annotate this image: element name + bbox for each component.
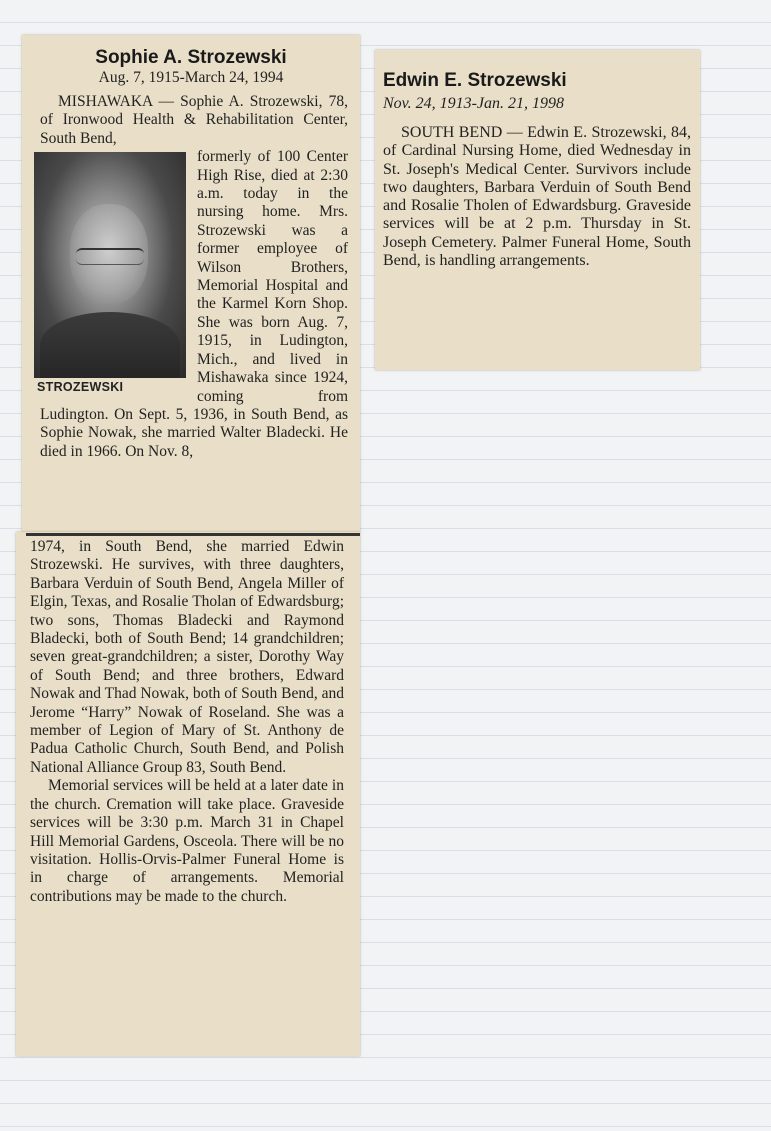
sophie-obituary-continued	[30, 538, 344, 906]
edwin-obituary-name: Edwin E. Strozewski	[383, 70, 567, 91]
sophie-obituary-body	[37, 93, 349, 461]
sophie-portrait-photo	[34, 152, 186, 378]
sophie-obituary-intro: MISHAWAKA — Sophie A. Strozewski, 78, of Ironwood Health & Rehabilitation Center, South Bend,	[40, 93, 348, 147]
edwin-obituary-clipping	[375, 50, 700, 370]
portrait-glasses	[76, 248, 144, 265]
photo-caption: STROZEWSKI	[37, 380, 124, 395]
portrait-shoulders	[40, 312, 180, 378]
edwin-obituary-body	[383, 124, 691, 270]
sophie-obituary-name: Sophie A. Strozewski	[95, 47, 287, 68]
sophie-obituary-clipping-top	[22, 35, 360, 532]
sophie-obituary-services: Memorial services will be held at a later date in the church. Cremation will take place. Graveside services will be 3:30 p.m. March 31 in Chapel Hill Memorial Gardens, Osceola. There will be no visitation. Hollis-Orvis-Palmer Funeral Home is in charge of arrangements. Memorial contributions may be made to the church.	[30, 777, 344, 905]
sophie-obituary-dates: Aug. 7, 1915-March 24, 1994	[98, 69, 284, 86]
column-divider-rule	[26, 533, 360, 536]
sophie-obituary-text-part1: formerly of 100 Center High Rise, died at 2:30 a.m. today in the nursing home. Mrs. Strozewski was a former employee of Wilson Brothers, Memorial Hospital and the Karmel Korn Shop. She was born Aug. 7, 1915,	[197, 148, 348, 350]
edwin-obituary-text: SOUTH BEND — Edwin E. Strozewski, 84, of Cardinal Nursing Home, died Wednesday in St. Joseph's Medical Center. Survivors include two daughters, Barbara Verduin of South Bend and Rosalie Tholen of Edwardsburg. Graveside services will be at 2 p.m. Thursday in St. Joseph Cemetery. Palmer Funeral Home, South Bend, is handling arrangements.	[383, 124, 691, 270]
portrait-block	[37, 148, 197, 396]
edwin-obituary-dates: Nov. 24, 1913-Jan. 21, 1998	[383, 95, 565, 112]
sophie-obituary-clipping-bottom	[16, 532, 360, 1056]
sophie-obituary-text-part2: in Ludington, Mich., and lived in Mishawaka since 1924, coming from Ludington. On Sept. 5, 1936, in South Bend, as Sophie Nowak, she married Walter Bladecki. He died in 1966. On Nov. 8,	[40, 332, 349, 460]
sophie-obituary-survivors: 1974, in South Bend, she married Edwin Strozewski. He survives, with three daughters, Barbara Verduin of South Bend, Angela Miller of Elgin, Texas, and Rosalie Tholan of Edwardsburg; two sons, Thomas Bladecki and Raymond Bladecki, both of South Bend; 14 grandchildren; seven great-grandchildren; a sister, Dorothy Way of South Bend; and three brothers, Edward Nowak and Thad Nowak, both of South Bend, and Jerome “Harry” Nowak of Roseland. She was a member of Legion of Mary of St. Anthony de Padua Catholic Church, South Bend, and Polish National Alliance Group 83, South Bend.	[30, 538, 344, 776]
